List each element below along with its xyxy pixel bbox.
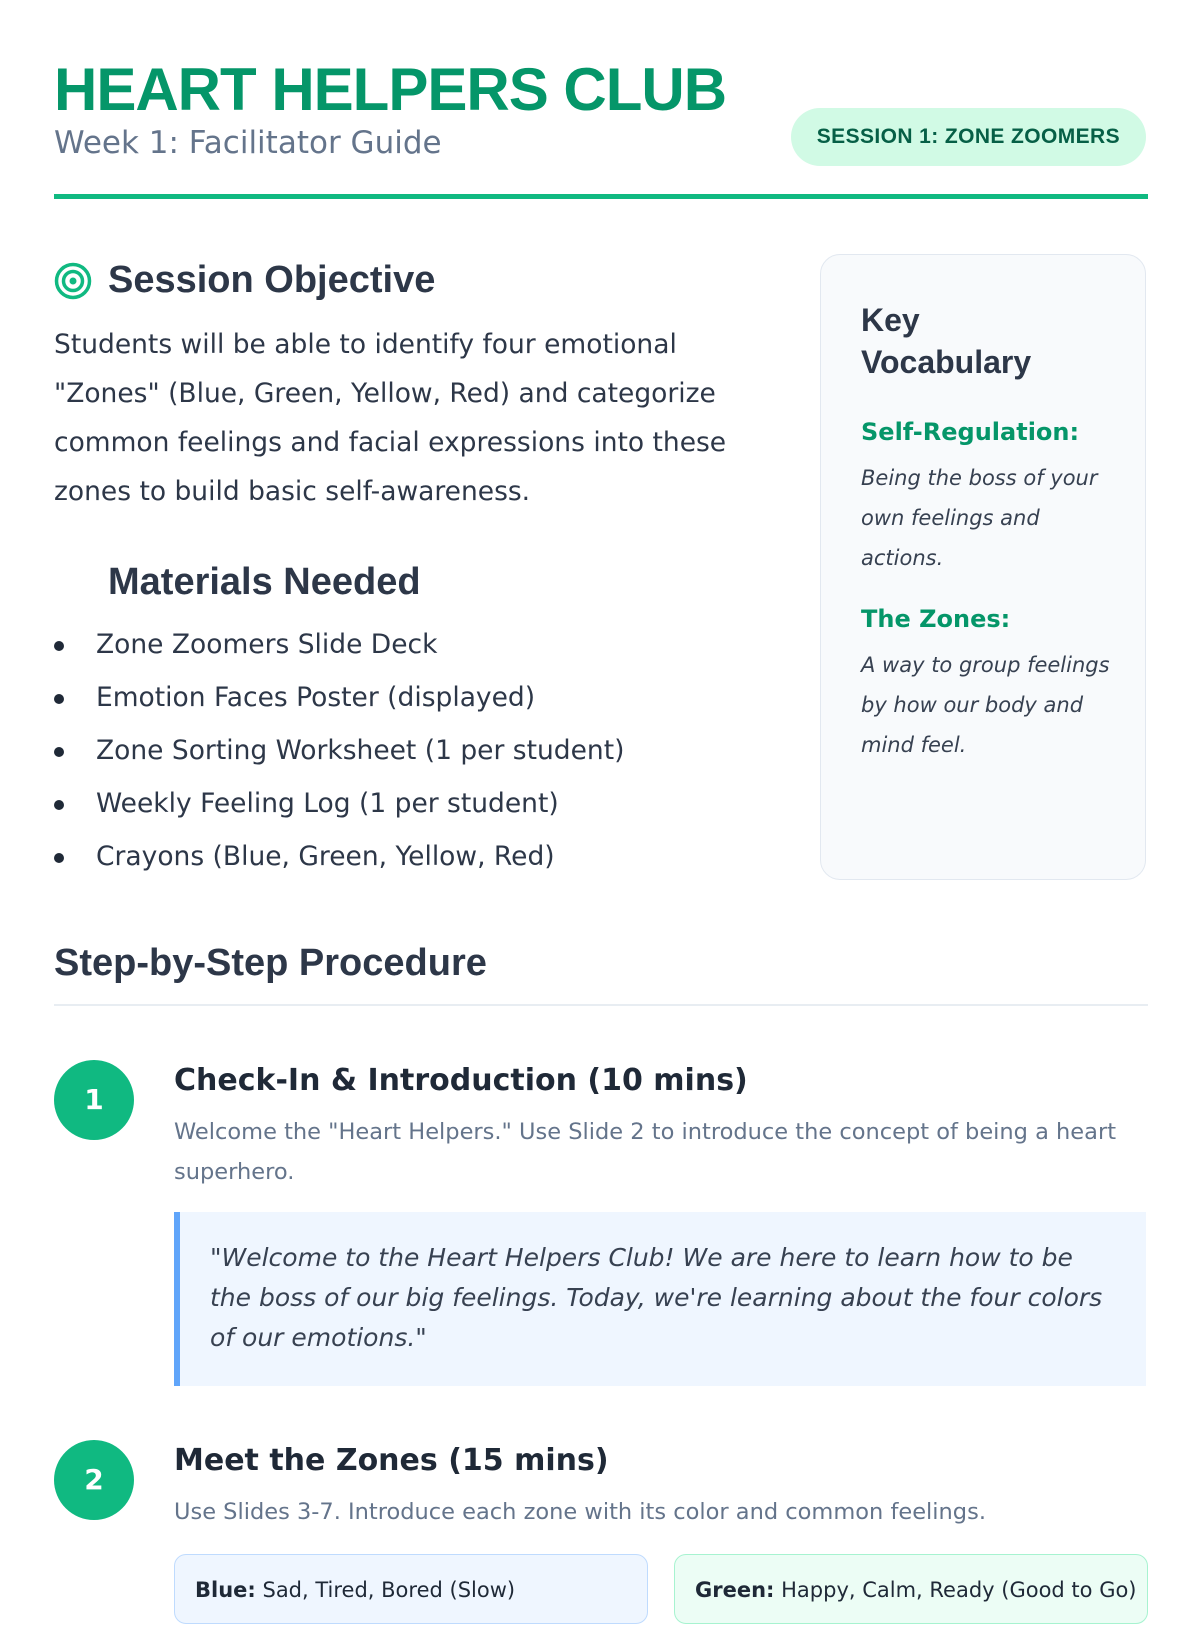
vocab-term: The Zones: bbox=[861, 605, 1011, 633]
zone-feelings: Sad, Tired, Bored (Slow) bbox=[262, 1578, 516, 1602]
list-item: Emotion Faces Poster (displayed) bbox=[54, 671, 624, 724]
zone-name: Green: bbox=[695, 1578, 775, 1602]
step-description: Use Slides 3-7. Introduce each zone with its color and common feelings. bbox=[174, 1499, 986, 1525]
step-number-badge: 2 bbox=[54, 1440, 134, 1520]
materials-heading: Materials Needed bbox=[108, 561, 421, 603]
vocab-definition: A way to group feelings by how our body and mind feel. bbox=[861, 653, 1110, 757]
list-item: Weekly Feeling Log (1 per student) bbox=[54, 777, 624, 830]
list-item: Crayons (Blue, Green, Yellow, Red) bbox=[54, 830, 624, 883]
script-quote-box bbox=[174, 1212, 1146, 1386]
list-item: Zone Zoomers Slide Deck bbox=[54, 618, 624, 671]
step-title: Meet the Zones (15 mins) bbox=[174, 1443, 609, 1478]
zone-card-blue bbox=[174, 1554, 648, 1624]
vocabulary-title: Key Vocabulary bbox=[861, 302, 1032, 380]
week-subtitle: Week 1: Facilitator Guide bbox=[54, 125, 442, 161]
step-title: Check-In & Introduction (10 mins) bbox=[174, 1063, 748, 1098]
club-title: HEART HELPERS CLUB bbox=[54, 56, 727, 123]
key-vocabulary-card bbox=[820, 254, 1146, 880]
materials-list bbox=[54, 618, 624, 883]
target-icon bbox=[54, 262, 92, 300]
page-header bbox=[54, 48, 1146, 198]
step-number-badge: 1 bbox=[54, 1060, 134, 1140]
vocab-term: Self-Regulation: bbox=[861, 418, 1080, 446]
step-description: Welcome the "Heart Helpers." Use Slide 2 to introduce the concept of being a heart superhero. bbox=[174, 1119, 1117, 1185]
objective-text: Students will be able to identify four emotional "Zones" (Blue, Green, Yellow, Red) and categorize common feelings and facial expressions into these zones to build basic self-awareness. bbox=[54, 329, 727, 507]
zone-feelings: Happy, Calm, Ready (Good to Go) bbox=[781, 1578, 1137, 1602]
zone-name: Blue: bbox=[195, 1578, 256, 1602]
procedure-heading: Step-by-Step Procedure bbox=[54, 942, 487, 984]
list-item: Zone Sorting Worksheet (1 per student) bbox=[54, 724, 624, 777]
header-divider bbox=[54, 194, 1148, 199]
zone-card-green bbox=[674, 1554, 1148, 1624]
session-badge: SESSION 1: ZONE ZOOMERS bbox=[791, 108, 1146, 166]
procedure-divider bbox=[54, 1004, 1148, 1006]
vocab-definition: Being the boss of your own feelings and actions. bbox=[861, 466, 1098, 570]
script-quote: "Welcome to the Heart Helpers Club! We are here to learn how to be the boss of our big feelings. Today, we're learning about the four colors of our emotions." bbox=[210, 1243, 1103, 1352]
objective-heading: Session Objective bbox=[108, 259, 436, 301]
